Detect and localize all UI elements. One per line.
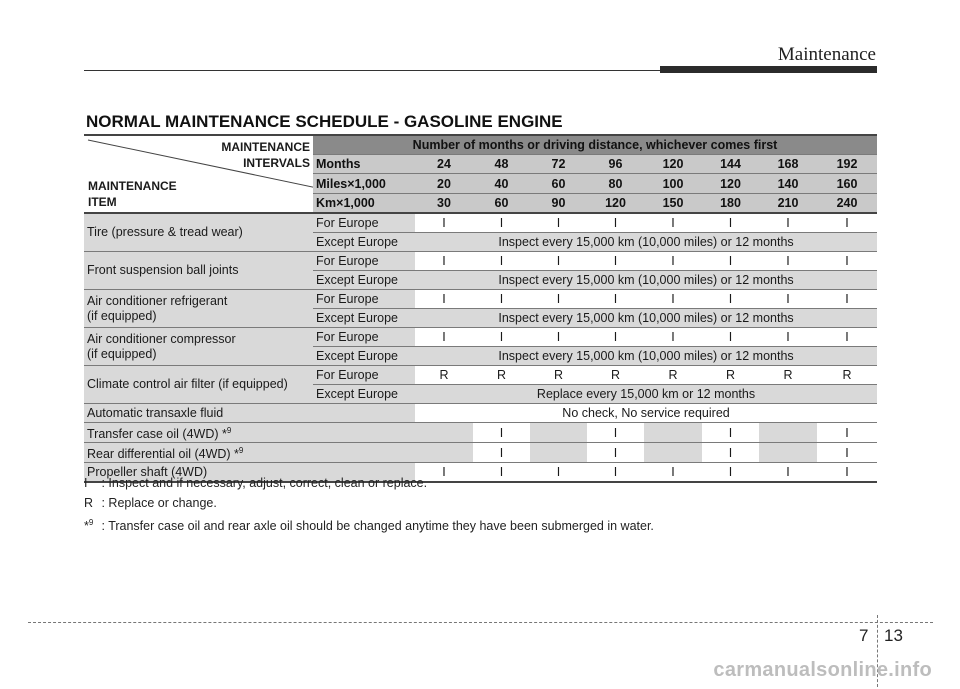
item-name — [84, 366, 313, 404]
schedule-value: I — [587, 463, 644, 483]
item-name-text: Propeller shaft (4WD) — [87, 464, 208, 479]
schedule-value: R — [702, 366, 759, 385]
schedule-value: I — [817, 328, 877, 347]
schedule-value: I — [644, 213, 702, 233]
item-name-line: Front suspension ball joints — [87, 263, 239, 277]
region-europe: For Europe — [313, 252, 415, 271]
page-number: 13 — [884, 626, 903, 645]
item-note: No check, No service required — [415, 404, 877, 423]
schedule-value — [644, 423, 702, 443]
interval-value: 40 — [473, 174, 530, 193]
item-name-line: (if equipped) — [87, 308, 157, 323]
schedule-value: I — [817, 290, 877, 309]
schedule-value — [759, 443, 817, 463]
schedule-value: I — [530, 252, 587, 271]
simple-item-row — [84, 423, 877, 443]
schedule-value — [415, 423, 473, 443]
schedule-value: I — [587, 290, 644, 309]
schedule-value: R — [473, 366, 530, 385]
interval-value: 96 — [587, 155, 644, 174]
page-header-title: Maintenance — [777, 44, 876, 65]
interval-value: 210 — [759, 193, 817, 213]
schedule-value: I — [702, 423, 759, 443]
item-name-line: Air conditioner compressor — [87, 331, 236, 346]
region-except-europe: Except Europe — [313, 271, 415, 290]
schedule-value: I — [702, 463, 759, 483]
schedule-value: I — [473, 443, 530, 463]
region-except-europe: Except Europe — [313, 385, 415, 404]
schedule-value: I — [473, 252, 530, 271]
item-name — [84, 423, 415, 443]
except-europe-note: Inspect every 15,000 km (10,000 miles) or 12 months — [415, 271, 877, 290]
watermark-url: carmanualsonline.info — [713, 659, 932, 681]
schedule-value: I — [415, 290, 473, 309]
region-except-europe: Except Europe — [313, 347, 415, 366]
corner-cell — [84, 135, 313, 213]
region-except-europe: Except Europe — [313, 309, 415, 328]
schedule-value: I — [702, 213, 759, 233]
interval-value: 48 — [473, 155, 530, 174]
legend-key: I — [84, 476, 88, 490]
schedule-value: I — [644, 328, 702, 347]
corner-item-label — [88, 178, 177, 210]
item-name — [84, 404, 415, 423]
schedule-value: I — [415, 252, 473, 271]
schedule-value: I — [587, 213, 644, 233]
schedule-value: I — [702, 252, 759, 271]
schedule-value: I — [587, 443, 644, 463]
interval-value: 120 — [702, 174, 759, 193]
header-rule-thick — [660, 66, 877, 73]
schedule-value — [415, 443, 473, 463]
footnote-marker: 9 — [238, 446, 244, 456]
chapter-number: 7 — [859, 626, 869, 645]
schedule-value: R — [415, 366, 473, 385]
schedule-value: R — [644, 366, 702, 385]
interval-value: 90 — [530, 193, 587, 213]
schedule-value: R — [530, 366, 587, 385]
legend-entry — [84, 513, 654, 537]
schedule-value: I — [473, 463, 530, 483]
interval-value: 60 — [530, 174, 587, 193]
legend — [84, 474, 654, 537]
except-europe-note: Inspect every 15,000 km (10,000 miles) or 12 months — [415, 309, 877, 328]
item-name — [84, 213, 313, 252]
schedule-value: I — [530, 213, 587, 233]
schedule-value: I — [702, 443, 759, 463]
schedule-value: I — [759, 252, 817, 271]
item-name-text: Automatic transaxle fluid — [87, 405, 224, 420]
legend-key: *$^9$ — [84, 518, 94, 534]
item-name — [84, 328, 313, 366]
schedule-value: R — [587, 366, 644, 385]
schedule-value: I — [473, 423, 530, 443]
interval-value: 168 — [759, 155, 817, 174]
schedule-value: I — [759, 213, 817, 233]
schedule-value: I — [817, 443, 877, 463]
schedule-value: I — [530, 290, 587, 309]
header-rule — [84, 70, 660, 71]
schedule-value: I — [759, 463, 817, 483]
interval-unit-label: Miles×1,000 — [313, 174, 415, 193]
except-europe-note: Inspect every 15,000 km (10,000 miles) or 12 months — [415, 233, 877, 252]
interval-value: 72 — [530, 155, 587, 174]
interval-unit-label: Months — [313, 155, 415, 174]
interval-value: 100 — [644, 174, 702, 193]
schedule-value: I — [530, 463, 587, 483]
except-europe-note: Replace every 15,000 km or 12 months — [415, 385, 877, 404]
item-row-europe — [84, 213, 877, 233]
schedule-value: I — [817, 423, 877, 443]
schedule-value: I — [587, 423, 644, 443]
maintenance-schedule — [84, 134, 877, 483]
except-europe-note: Inspect every 15,000 km (10,000 miles) or 12 months — [415, 347, 877, 366]
schedule-value: I — [415, 213, 473, 233]
schedule-value: I — [587, 328, 644, 347]
interval-value: 120 — [644, 155, 702, 174]
footnote-marker: 9 — [226, 426, 232, 435]
item-name-line: Tire (pressure & tread wear) — [87, 225, 243, 239]
item-name — [84, 252, 313, 290]
schedule-value — [530, 443, 587, 463]
region-europe: For Europe — [313, 213, 415, 233]
simple-item-row — [84, 443, 877, 463]
schedule-value: I — [473, 290, 530, 309]
schedule-value: I — [702, 328, 759, 347]
schedule-value: R — [817, 366, 877, 385]
legend-text: : Replace or change. — [98, 495, 217, 510]
schedule-value: I — [587, 252, 644, 271]
schedule-value: I — [415, 328, 473, 347]
corner-intervals-line1: MAINTENANCE — [221, 140, 310, 154]
item-name-text: Rear differential oil (4WD) * — [87, 447, 239, 462]
region-europe: For Europe — [313, 290, 415, 309]
interval-value: 140 — [759, 174, 817, 193]
schedule-value: I — [817, 213, 877, 233]
region-europe: For Europe — [313, 328, 415, 347]
legend-entry — [84, 474, 654, 494]
interval-value: 180 — [702, 193, 759, 213]
interval-unit-label: Km×1,000 — [313, 193, 415, 213]
section-title: NORMAL MAINTENANCE SCHEDULE - GASOLINE ENGINE — [86, 112, 563, 131]
schedule-value — [759, 423, 817, 443]
interval-value: 240 — [817, 193, 877, 213]
item-name-text: Transfer case oil (4WD) * — [87, 427, 227, 442]
schedule-value — [644, 443, 702, 463]
corner-intervals-line2: INTERVALS — [243, 156, 310, 170]
schedule-value: I — [644, 463, 702, 483]
footer-rule — [28, 622, 933, 623]
item-row-europe — [84, 290, 877, 309]
schedule-value: I — [530, 328, 587, 347]
schedule-value: I — [473, 213, 530, 233]
interval-header: Number of months or driving distance, whichever comes first — [313, 135, 877, 155]
schedule-value: I — [817, 252, 877, 271]
interval-value: 80 — [587, 174, 644, 193]
item-row-europe — [84, 252, 877, 271]
item-name — [84, 443, 415, 463]
schedule-value: I — [644, 290, 702, 309]
schedule-value: R — [759, 366, 817, 385]
schedule-value: I — [415, 463, 473, 483]
item-name-line: Climate control air filter (if equipped) — [87, 377, 288, 391]
schedule-value: I — [702, 290, 759, 309]
legend-text: : Transfer case oil and rear axle oil should be changed anytime they have been submerged in water. — [98, 519, 654, 534]
region-except-europe: Except Europe — [313, 233, 415, 252]
schedule-value: I — [817, 463, 877, 483]
interval-value: 24 — [415, 155, 473, 174]
interval-value: 160 — [817, 174, 877, 193]
schedule-table-body — [84, 135, 877, 482]
item-name-line: Air conditioner refrigerant — [87, 293, 228, 308]
simple-item-row — [84, 404, 877, 423]
legend-text: : Inspect and if necessary, adjust, correct, clean or replace. — [98, 476, 428, 490]
corner-item-line1: MAINTENANCE — [88, 179, 177, 193]
interval-value: 120 — [587, 193, 644, 213]
region-europe: For Europe — [313, 366, 415, 385]
interval-value: 20 — [415, 174, 473, 193]
schedule-value: I — [644, 252, 702, 271]
schedule-value: I — [473, 328, 530, 347]
corner-intervals-label — [221, 139, 310, 171]
schedule-value: I — [759, 328, 817, 347]
legend-entry — [84, 494, 654, 514]
legend-key-sup: 9 — [88, 518, 94, 527]
interval-value: 192 — [817, 155, 877, 174]
header-row-main — [84, 135, 877, 155]
interval-value: 30 — [415, 193, 473, 213]
item-row-europe — [84, 366, 877, 385]
corner-item-line2: ITEM — [88, 195, 117, 209]
item-name-line: (if equipped) — [87, 346, 157, 361]
interval-value: 60 — [473, 193, 530, 213]
legend-key: R — [84, 495, 94, 510]
schedule-table — [84, 134, 877, 483]
schedule-value — [530, 423, 587, 443]
interval-value: 144 — [702, 155, 759, 174]
item-row-europe — [84, 328, 877, 347]
interval-value: 150 — [644, 193, 702, 213]
schedule-value: I — [759, 290, 817, 309]
item-name — [84, 290, 313, 328]
